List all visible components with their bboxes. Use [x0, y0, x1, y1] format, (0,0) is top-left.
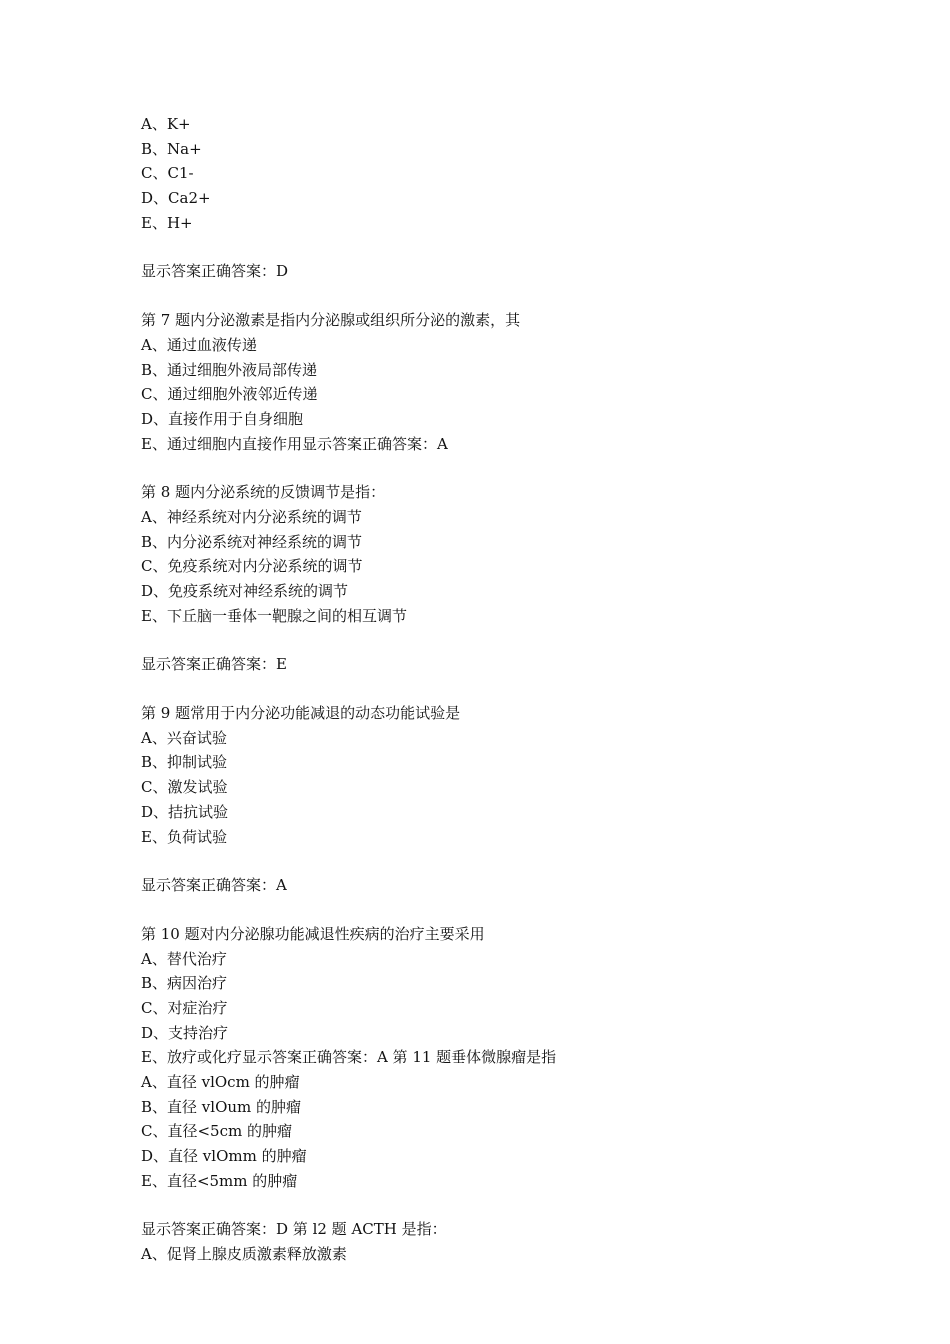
- text-line: B、抑制试验: [141, 753, 228, 772]
- paragraph-gap: [141, 677, 881, 701]
- text-line: 显示答案正确答案：D 第 l2 题 ACTH 是指：: [141, 1220, 447, 1239]
- text-line: C、直径<5cm 的肿瘤: [141, 1122, 292, 1141]
- text-line: D、Ca2+: [141, 189, 211, 208]
- text-line: C、激发试验: [141, 778, 228, 797]
- paragraph-gap: [141, 1193, 881, 1217]
- paragraph-gap: [141, 898, 881, 922]
- text-line: D、拮抗试验: [141, 802, 229, 821]
- paragraph-gap: [141, 849, 881, 873]
- text-line: A、直径 vlOcm 的肿瘤: [141, 1073, 300, 1091]
- text-line: 第 7 题内分泌激素是指内分泌腺或组织所分泌的激素，其: [141, 311, 521, 330]
- text-line: A、神经系统对内分泌系统的调节: [141, 507, 362, 526]
- text-line: C、免疫系统对内分泌系统的调节: [141, 557, 363, 576]
- text-line: B、通过细胞外液局部传递: [141, 360, 318, 379]
- text-line: 显示答案正确答案：A: [141, 876, 287, 895]
- text-line: E、下丘脑一垂体一靶腺之间的相互调节: [141, 606, 407, 625]
- text-line: E、负荷试验: [141, 827, 227, 846]
- text-line: D、直径 vlOmm 的肿瘤: [141, 1147, 307, 1166]
- text-line: 显示答案正确答案：D: [141, 262, 289, 281]
- text-line: D、免疫系统对神经系统的调节: [141, 582, 349, 600]
- paragraph-gap: [141, 284, 881, 308]
- text-line: A、通过血液传递: [141, 335, 257, 354]
- text-line: A、兴奋试验: [141, 728, 227, 747]
- text-line: D、支持治疗: [141, 1023, 229, 1042]
- text-line: E、放疗或化疗显示答案正确答案：A 第 11 题垂体微腺瘤是指: [141, 1048, 557, 1067]
- paragraph-gap: [141, 456, 881, 480]
- text-line: C、通过细胞外液邻近传递: [141, 385, 318, 404]
- text-line: B、Na+: [141, 139, 202, 158]
- text-line: D、直接作用于自身细胞: [141, 409, 304, 428]
- text-line: E、H+: [141, 213, 193, 232]
- text-line: C、对症治疗: [141, 998, 228, 1017]
- document-body: [141, 112, 881, 1267]
- text-line: 第 9 题常用于内分泌功能减退的动态功能试验是: [141, 704, 461, 723]
- text-line: 第 8 题内分泌系统的反馈调节是指：: [141, 483, 386, 502]
- text-line: B、内分泌系统对神经系统的调节: [141, 532, 363, 551]
- paragraph-gap: [141, 235, 881, 259]
- text-line: A、K+: [141, 115, 191, 133]
- text-line: C、C1-: [141, 164, 194, 183]
- text-line: 第 10 题对内分泌腺功能减退性疾病的治疗主要采用: [141, 924, 485, 943]
- text-line: B、病因治疗: [141, 974, 228, 993]
- text-line: B、直径 vlOum 的肿瘤: [141, 1097, 302, 1116]
- text-line: E、直径<5mm 的肿瘤: [141, 1171, 298, 1190]
- text-line: E、通过细胞内直接作用显示答案正确答案：A: [141, 434, 448, 453]
- text-line: A、替代治疗: [141, 949, 227, 968]
- paragraph-gap: [141, 628, 881, 652]
- text-line: 显示答案正确答案：E: [141, 655, 287, 674]
- text-line: A、促肾上腺皮质激素释放激素: [141, 1245, 347, 1264]
